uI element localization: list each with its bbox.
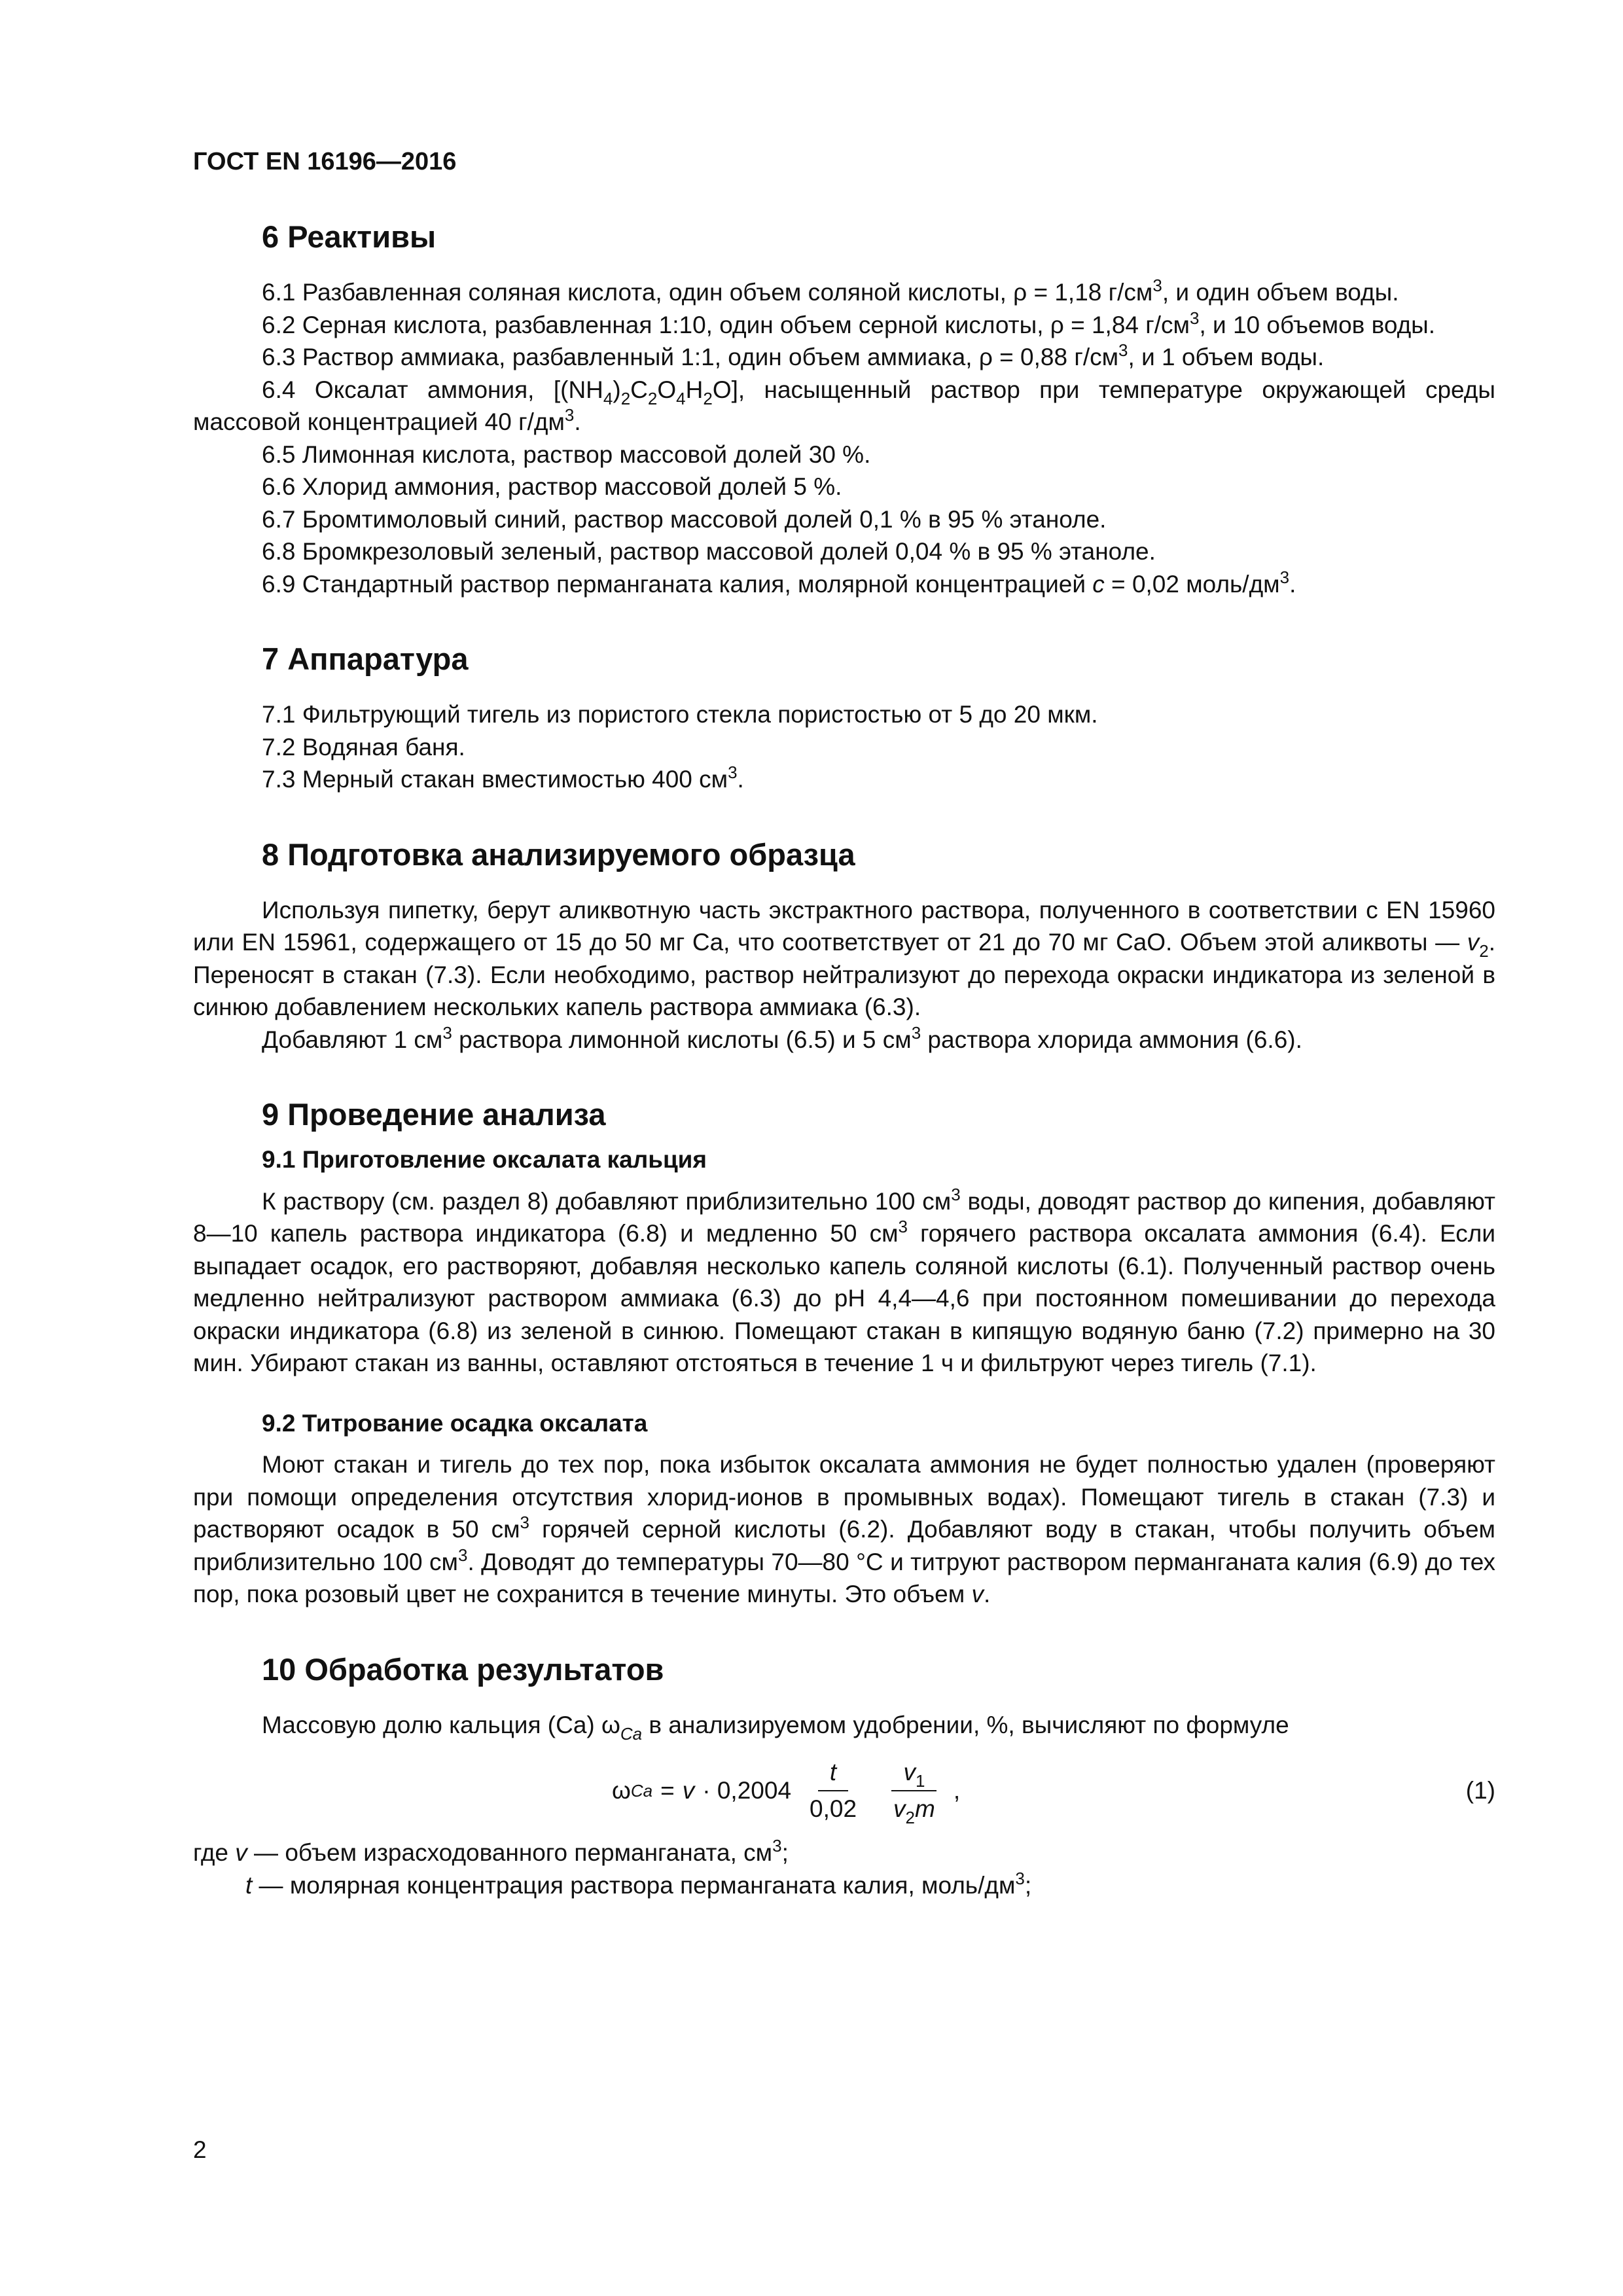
item-6-5: 6.5 Лимонная кислота, раствор массовой долей 30 %. (262, 440, 871, 468)
document-header: ГОСТ EN 16196—2016 (193, 148, 457, 175)
item-7-1: 7.1 Фильтрующий тигель из пористого стекла пористостью от 5 до 20 мкм. (262, 701, 1098, 728)
item-6-8: 6.8 Бромкрезоловый зеленый, раствор массовой долей 0,04 % в 95 % этаноле. (262, 538, 1156, 565)
item-6-7: 6.7 Бромтимоловый синий, раствор массовой долей 0,1 % в 95 % этаноле. (262, 505, 1107, 533)
item-6-1: 6.1 Разбавленная соляная кислота, один объем соляной кислоты, ρ = 1,18 $г/см^3$, и один объем воды. (262, 276, 1399, 306)
section-7-heading: 7 Аппаратура (262, 641, 469, 676)
page-content (193, 217, 1495, 1901)
item-6-9: 6.9 Стандартный раствор перманганата калия, молярной концентрацией c = 0,02 моль/$дм^3$. (262, 567, 1296, 598)
paragraph-8-1: Используя пипетку, берут аликвотную часть экстрактного раствора, полученного в соответствии с EN 15960 или EN 15961, содержащего от 15 до 50 мг Ca, что соответствует от 21 до 70 мг CaO. Объем этой аликвоты — $v_2$. Переносят в стакан (7.3). Если необходимо, раствор нейтрализуют до перехода окраски индикатора из зеленой в синюю добавлением нескольких капель раствора аммиака (6.3). (193, 896, 1495, 1020)
paragraph-9-2: Моют стакан и тигель до тех пор, пока избыток оксалата аммония не будет полностью удален (проверяют при помощи определения отсутствия хлорид-ионов в промывных водах). Помещают тигель в стакан (7.3) и растворяют осадок в 50 $см^3$ горячей серной кислоты (6.2). Добавляют воду в стакан, чтобы получить объем приблизительно 100 $см^3$. Доводят до температуры 70—80 °C и титруют раствором перманганата калия (6.9) до тех пор, пока розовый цвет не сохранится в течение минуты. Это объем v. (193, 1451, 1496, 1607)
page-number: 2 (193, 2136, 207, 2163)
formula-body: ω Ca = v · 0,2004 $\frac{t}{0,02}$ $\frac{v_1}{v_2m}$ , (612, 1759, 961, 1827)
item-6-4: 6.4 Оксалат аммония, $[(NH_4)_2C_2O_4H_2O]$, насыщенный раствор при температуре окружающей среды массовой концентрацией 40 $г/дм^3$. (193, 376, 1495, 435)
section-10-heading: 10 Обработка результатов (262, 1651, 664, 1687)
fraction-v1-over-v2m: $\frac{v_1}{v_2m}$ (882, 1757, 947, 1824)
where-line-2: t — молярная концентрация раствора перманганата калия, моль/$дм^3$; (245, 1868, 1032, 1899)
fraction-t-over-002: $\frac{t}{0,02}$ (810, 1759, 857, 1822)
where-line-1: где v — объем израсходованного перманганата, $см^3$; (193, 1836, 789, 1866)
item-7-2: 7.2 Водяная баня. (262, 733, 465, 761)
paragraph-10-1: Массовую долю кальция (Ca) $\omega_{Ca}$ в анализируемом удобрении, %, вычисляют по формуле (262, 1711, 1289, 1744)
item-6-6: 6.6 Хлорид аммония, раствор массовой долей 5 %. (262, 473, 842, 500)
item-7-3: 7.3 Мерный стакан вместимостью 400 $см^3$. (262, 762, 744, 793)
paragraph-9-1: К раствору (см. раздел 8) добавляют приблизительно 100 $см^3$ воды, доводят раствор до кипения, добавляют 8—10 капель раствора индикатора (6.8) и медленно 50 $см^3$ горячего раствора оксалата аммония (6.4). Если выпадает осадок, его растворяют, добавляя несколько капель соляной кислоты (6.1). Полученный раствор очень медленно нейтрализуют раствором аммиака (6.3) до рН 4,4—4,6 при постоянном помешивании до перехода окраски индикатора (6.8) из зеленой в синюю. Помещают стакан в кипящую водяную баню (7.2) примерно на 30 мин. Убирают стакан из ванны, оставляют отстояться в течение 1 ч и фильтруют через тигель (7.1). (193, 1184, 1495, 1376)
subsection-9-1-heading: 9.1 Приготовление оксалата кальция (262, 1146, 707, 1173)
section-6-heading: 6 Реактивы (262, 219, 437, 254)
formula-number: (1) (1465, 1777, 1495, 1804)
formula-1 (193, 1745, 1495, 1837)
section-8-heading: 8 Подготовка анализируемого образца (262, 836, 855, 872)
item-6-3: 6.3 Раствор аммиака, разбавленный 1:1, один объем аммиака, ρ = 0,88 $г/см^3$, и 1 объем воды. (262, 340, 1325, 370)
item-6-2: 6.2 Серная кислота, разбавленная 1:10, один объем серной кислоты, ρ = 1,84 $г/см^3$, и 10 объемов воды. (262, 308, 1436, 338)
subsection-9-2-heading: 9.2 Титрование осадка оксалата (262, 1409, 648, 1437)
section-9-heading: 9 Проведение анализа (262, 1097, 606, 1132)
paragraph-8-2: Добавляют 1 $см^3$ раствора лимонной кислоты (6.5) и 5 $см^3$ раствора хлорида аммония (6.6). (262, 1022, 1302, 1053)
